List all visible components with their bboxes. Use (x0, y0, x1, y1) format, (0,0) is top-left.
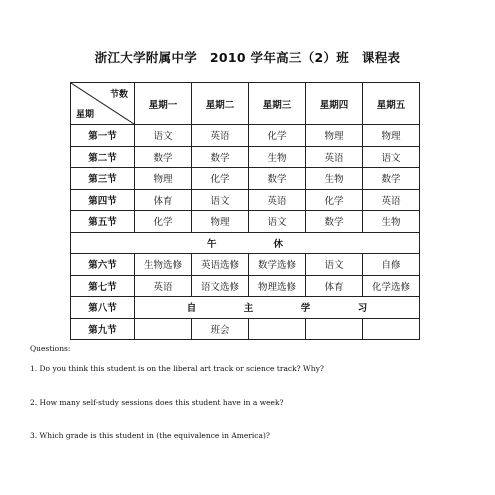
class-cell: 化学 (306, 189, 363, 211)
class-cell: 化学选修 (363, 275, 420, 297)
table-row (71, 211, 420, 233)
class-cell: 物理 (363, 125, 420, 147)
class-cell: 体育 (135, 189, 192, 211)
class-cell: 物理 (135, 168, 192, 190)
class-cell: 英语 (135, 275, 192, 297)
questions-section (30, 345, 470, 465)
class-cell (306, 318, 363, 340)
period-label: 第一节 (71, 125, 135, 147)
question-item: 3. Which grade is this student in (the equivalence in America)? (30, 430, 270, 440)
header-row (71, 83, 420, 125)
class-cell: 语文 (306, 254, 363, 276)
class-cell: 体育 (306, 275, 363, 297)
self-study-cell (135, 297, 420, 319)
class-cell: 英语 (363, 189, 420, 211)
period-label: 第五节 (71, 211, 135, 233)
class-cell: 数学 (363, 168, 420, 190)
noon-break-row (71, 232, 420, 254)
period-label: 第四节 (71, 189, 135, 211)
corner-label-period: 节数 (109, 90, 128, 100)
class-cell: 数学 (135, 146, 192, 168)
class-cell: 语文 (135, 125, 192, 147)
day-header: 星期一 (135, 83, 192, 125)
self-study-char: 主 (243, 303, 254, 315)
class-cell: 语文 (249, 211, 306, 233)
period-label: 第三节 (71, 168, 135, 190)
class-cell: 生物 (363, 211, 420, 233)
class-cell: 自修 (363, 254, 420, 276)
class-cell: 生物 (249, 146, 306, 168)
table-row (71, 275, 420, 297)
noon-break-char: 午 (206, 238, 217, 250)
self-study-char: 自 (186, 303, 197, 315)
class-cell: 物理 (306, 125, 363, 147)
class-cell: 英语选修 (192, 254, 249, 276)
corner-cell (71, 83, 135, 125)
class-cell: 英语 (192, 125, 249, 147)
class-cell: 物理 (192, 211, 249, 233)
period-label: 第九节 (71, 318, 135, 340)
class-cell: 物理选修 (249, 275, 306, 297)
class-cell: 化学 (249, 125, 306, 147)
noon-break-char: 休 (273, 238, 284, 250)
table-row (71, 146, 420, 168)
questions-heading: Questions: (30, 344, 71, 353)
self-study-char: 学 (300, 303, 311, 315)
class-cell: 语文 (192, 189, 249, 211)
class-cell: 数学 (306, 211, 363, 233)
class-cell: 英语 (249, 189, 306, 211)
self-study-char: 习 (357, 303, 368, 315)
table-row (71, 189, 420, 211)
table-row (71, 125, 420, 147)
day-header: 星期二 (192, 83, 249, 125)
class-cell: 班会 (192, 318, 249, 340)
question-item: 1. Do you think this student is on the liberal art track or science track? Why? (30, 364, 324, 374)
day-header: 星期五 (363, 83, 420, 125)
class-cell (363, 318, 420, 340)
period-label: 第七节 (71, 275, 135, 297)
class-cell: 语文选修 (192, 275, 249, 297)
noon-break-cell (71, 232, 420, 254)
day-header: 星期四 (306, 83, 363, 125)
corner-label-day: 星期 (76, 110, 95, 120)
class-cell: 生物 (306, 168, 363, 190)
class-cell (249, 318, 306, 340)
table-row (71, 168, 420, 190)
day-header: 星期三 (249, 83, 306, 125)
class-cell: 化学 (135, 211, 192, 233)
class-cell: 生物选修 (135, 254, 192, 276)
class-cell: 数学 (249, 168, 306, 190)
class-cell (135, 318, 192, 340)
period-label: 第二节 (71, 146, 135, 168)
table-row (71, 318, 420, 340)
timetable (70, 82, 420, 340)
class-cell: 语文 (363, 146, 420, 168)
table-row (71, 297, 420, 319)
class-cell: 数学 (192, 146, 249, 168)
table-row (71, 254, 420, 276)
page-title: 浙江大学附属中学 2010 学年高三（2）班 课程表 (94, 50, 401, 65)
period-label: 第六节 (71, 254, 135, 276)
class-cell: 英语 (306, 146, 363, 168)
class-cell: 数学选修 (249, 254, 306, 276)
period-label: 第八节 (71, 297, 135, 319)
class-cell: 化学 (192, 168, 249, 190)
question-item: 2. How many self-study sessions does this student have in a week? (30, 397, 284, 407)
